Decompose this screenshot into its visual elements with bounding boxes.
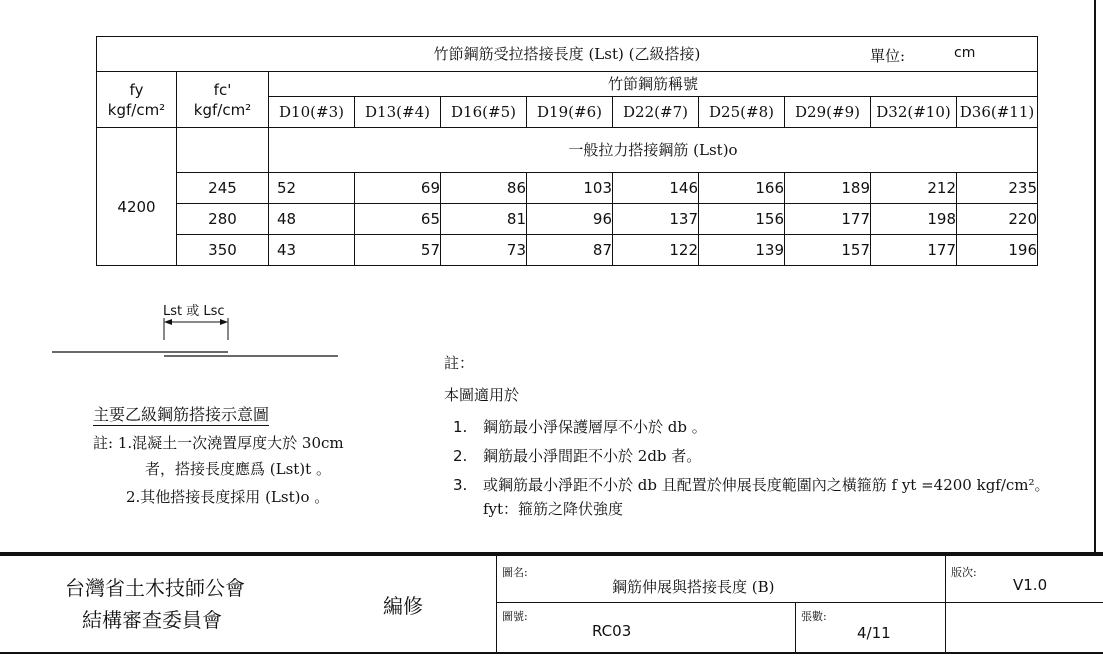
bar-size-header: 竹節鋼筋稱號 [269,72,1038,97]
edit-label: 編修 [383,594,423,618]
lap-value: 146 [613,173,699,204]
note-item: 1. 鋼筋最小淨保護層厚不小於 db 。 [453,418,707,436]
title-block [0,552,1103,659]
fc-value: 350 [177,235,269,266]
col-fy-header: fy kgf/cm² [97,72,177,128]
lap-value: 139 [699,235,785,266]
note-item: 3. 或鋼筋最小淨距不小於 db 且配置於伸展長度範圍內之橫箍筋 f yt =4200 kgf/cm²。 [453,476,1050,494]
sheet-label: 張數: [801,610,827,623]
fy-value: 4200 [97,128,177,266]
lap-value: 73 [441,235,527,266]
drawing-no: RC03 [592,622,632,640]
col-fc-header: fc' kgf/cm² [177,72,269,128]
unit-label: 單位: [870,47,906,65]
drawing-name-label: 圖名: [502,566,528,579]
lap-value: 212 [871,173,957,204]
lap-length-table [96,36,1038,266]
lap-value: 57 [355,235,441,266]
bar-size-cell: D29(#9) [785,97,871,128]
bar-size-cell: D19(#6) [527,97,613,128]
lap-splice-icon [50,296,350,366]
lap-value: 86 [441,173,527,204]
lap-value: 81 [441,204,527,235]
unit-value: cm [954,45,976,61]
version-value: V1.0 [1013,576,1048,594]
note-item: 2. 鋼筋最小淨間距不小於 2db 者。 [453,447,702,465]
sheet-right-border [1094,0,1096,552]
notes-heading: 註： [444,354,475,372]
section-label: 一般拉力搭接鋼筋 (Lst)o [269,128,1038,173]
blank-cell [177,128,269,173]
lap-value: 177 [871,235,957,266]
lap-value: 43 [269,235,355,266]
org-name-line2: 結構審查委員會 [82,608,222,632]
table-row [97,204,1038,235]
lap-value: 189 [785,173,871,204]
bar-size-cell: D32(#10) [871,97,957,128]
drawing-name: 鋼筋伸展與搭接長度 (B) [612,578,775,596]
bar-size-cell: D22(#7) [613,97,699,128]
fyt-note: fyt：箍筋之降伏強度 [483,500,624,518]
lap-value: 137 [613,204,699,235]
bar-size-cell: D10(#3) [269,97,355,128]
lap-value: 235 [957,173,1038,204]
table-row [97,173,1038,204]
org-name-line1: 台灣省土木技師公會 [65,576,245,600]
lap-value: 69 [355,173,441,204]
diagram-title: 主要乙級鋼筋搭接示意圖 [93,405,270,424]
bar-size-cell: D36(#11) [957,97,1038,128]
drawing-no-label: 圖號: [502,610,528,623]
fc-value: 280 [177,204,269,235]
bar-size-cell: D25(#8) [699,97,785,128]
notes-intro: 本圖適用於 [444,386,520,404]
lap-value: 65 [355,204,441,235]
lap-value: 103 [527,173,613,204]
fc-value: 245 [177,173,269,204]
table-row [97,235,1038,266]
sheet-value: 4/11 [857,624,891,642]
lap-value: 220 [957,204,1038,235]
lap-value: 198 [871,204,957,235]
diagram-note-1: 註: 1.混凝土一次澆置厚度大於 30cm [93,434,344,452]
lap-value: 196 [957,235,1038,266]
bar-size-cell: D13(#4) [355,97,441,128]
lap-value: 96 [527,204,613,235]
lap-value: 177 [785,204,871,235]
lap-value: 122 [613,235,699,266]
table-title: 竹節鋼筋受拉搭接長度 (Lst) (乙級搭接) [433,45,701,63]
lap-diagram [50,296,350,366]
lap-value: 87 [527,235,613,266]
lap-value: 157 [785,235,871,266]
bar-size-cell: D16(#5) [441,97,527,128]
lap-value: 48 [269,204,355,235]
version-label: 版次: [951,566,977,579]
diagram-note-1-cont: 者，搭接長度應爲 (Lst)t 。 [145,460,331,478]
lap-value: 52 [269,173,355,204]
lap-value: 166 [699,173,785,204]
diagram-note-2: 2.其他搭接長度採用 (Lst)o 。 [126,488,330,506]
lap-value: 156 [699,204,785,235]
lap-length-label: Lst 或 Lsc [163,304,225,319]
